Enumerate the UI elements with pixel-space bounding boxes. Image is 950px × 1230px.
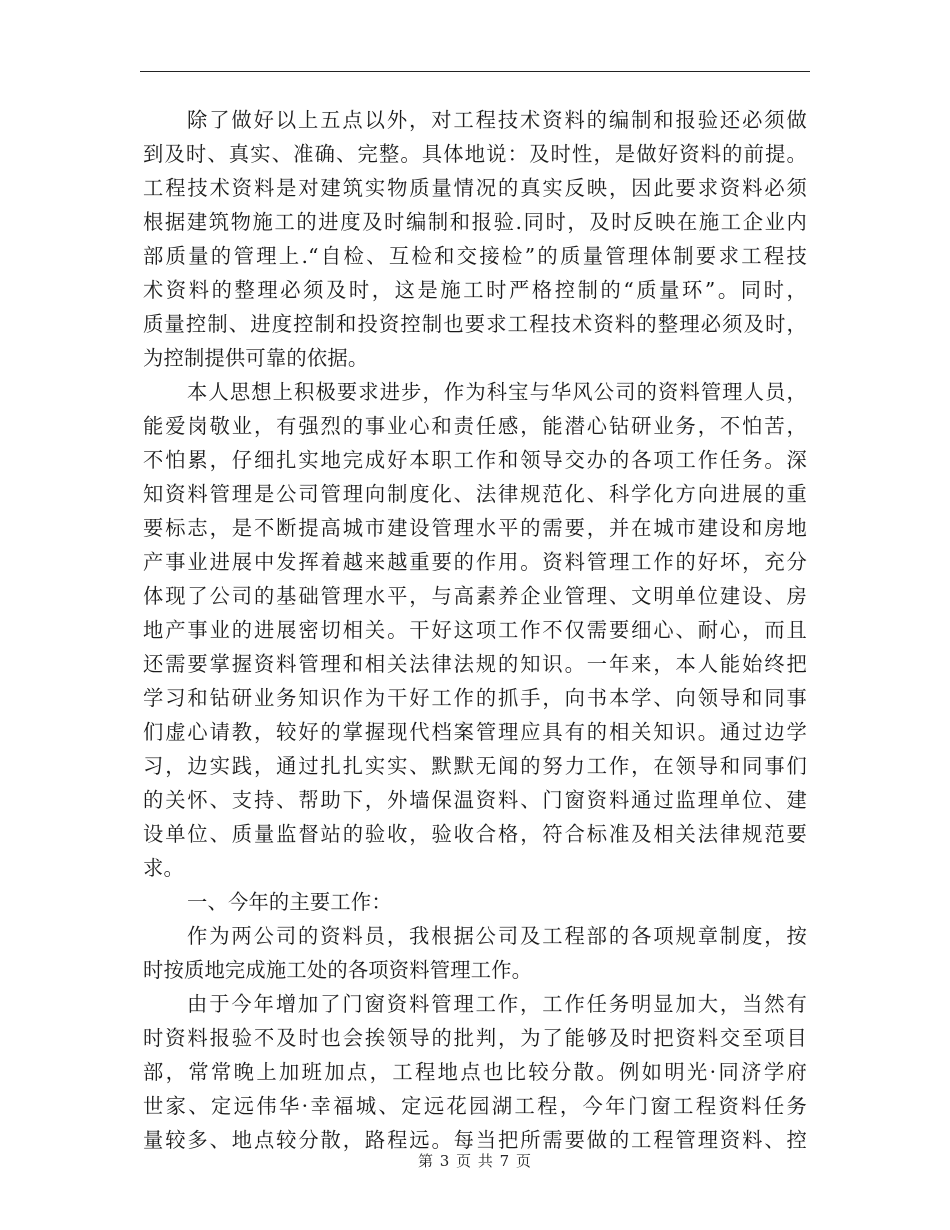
paragraph-4-line-1: 由于今年增加了门窗资料管理工作，工作任务明显加大，当然有 <box>187 992 807 1016</box>
paragraph-1-line-3: 工程技术资料是对建筑实物质量情况的真实反映，因此要求资料必须 <box>143 176 807 200</box>
paragraph-2-line-3: 不怕累，仔细扎实地完成好本职工作和领导交办的各项工作任务。深 <box>143 448 807 472</box>
paragraph-4-line-4: 世家、定远伟华·幸福城、定远花园湖工程，今年门窗工程资料任务 <box>143 1094 807 1118</box>
paragraph-4-line-3: 部，常常晚上加班加点，工程地点也比较分散。例如明光·同济学府 <box>143 1060 807 1084</box>
paragraph-2-line-6: 产事业进展中发挥着越来越重要的作用。资料管理工作的好坏，充分 <box>143 550 807 574</box>
header-rule <box>140 71 810 72</box>
paragraph-1-line-1: 除了做好以上五点以外，对工程技术资料的编制和报验还必须做 <box>187 108 807 132</box>
paragraph-2-line-15: 求。 <box>143 856 184 880</box>
paragraph-3-line-2: 时按质地完成施工处的各项资料管理工作。 <box>143 958 533 982</box>
paragraph-2-line-1: 本人思想上积极要求进步，作为科宝与华风公司的资料管理人员， <box>187 380 807 404</box>
paragraph-1-line-2: 到及时、真实、准确、完整。具体地说：及时性，是做好资料的前提。 <box>143 142 807 166</box>
section-heading: 一、今年的主要工作： <box>187 890 392 914</box>
paragraph-2-line-9: 还需要掌握资料管理和相关法律法规的知识。一年来，本人能始终把 <box>143 652 807 676</box>
paragraph-2-line-5: 要标志，是不断提高城市建设管理水平的需要，并在城市建设和房地 <box>143 516 807 540</box>
paragraph-2-line-8: 地产事业的进展密切相关。干好这项工作不仅需要细心、耐心，而且 <box>143 618 807 642</box>
paragraph-3-line-1: 作为两公司的资料员，我根据公司及工程部的各项规章制度，按 <box>187 924 807 948</box>
paragraph-4-line-2: 时资料报验不及时也会挨领导的批判，为了能够及时把资料交至项目 <box>143 1026 807 1050</box>
paragraph-2-line-7: 体现了公司的基础管理水平，与高素养企业管理、文明单位建设、房 <box>143 584 807 608</box>
paragraph-2-line-10: 学习和钻研业务知识作为干好工作的抓手，向书本学、向领导和同事 <box>143 686 807 710</box>
paragraph-1-line-5: 部质量的管理上.“自检、互检和交接检”的质量管理体制要求工程技 <box>143 244 807 268</box>
paragraph-2-line-2: 能爱岗敬业，有强烈的事业心和责任感，能潜心钻研业务，不怕苦， <box>143 414 807 438</box>
paragraph-2-line-11: 们虚心请教，较好的掌握现代档案管理应具有的相关知识。通过边学 <box>143 720 807 744</box>
paragraph-2-line-13: 的关怀、支持、帮助下，外墙保温资料、门窗资料通过监理单位、建 <box>143 788 807 812</box>
paragraph-1-line-4: 根据建筑物施工的进度及时编制和报验.同时，及时反映在施工企业内 <box>143 210 807 234</box>
page-number: 第 3 页 共 7 页 <box>418 1152 532 1170</box>
paragraph-1-line-7: 质量控制、进度控制和投资控制也要求工程技术资料的整理必须及时， <box>143 312 807 336</box>
paragraph-4-line-5: 量较多、地点较分散，路程远。每当把所需要做的工程管理资料、控 <box>143 1128 807 1152</box>
paragraph-1-line-6: 术资料的整理必须及时，这是施工时严格控制的“质量环”。同时， <box>143 278 807 302</box>
paragraph-2-line-4: 知资料管理是公司管理向制度化、法律规范化、科学化方向进展的重 <box>143 482 807 506</box>
paragraph-1-line-8: 为控制提供可靠的依据。 <box>143 346 369 370</box>
paragraph-2-line-14: 设单位、质量监督站的验收，验收合格，符合标准及相关法律规范要 <box>143 822 807 846</box>
paragraph-2-line-12: 习，边实践，通过扎扎实实、默默无闻的努力工作，在领导和同事们 <box>143 754 807 778</box>
document-body <box>143 103 807 1157</box>
